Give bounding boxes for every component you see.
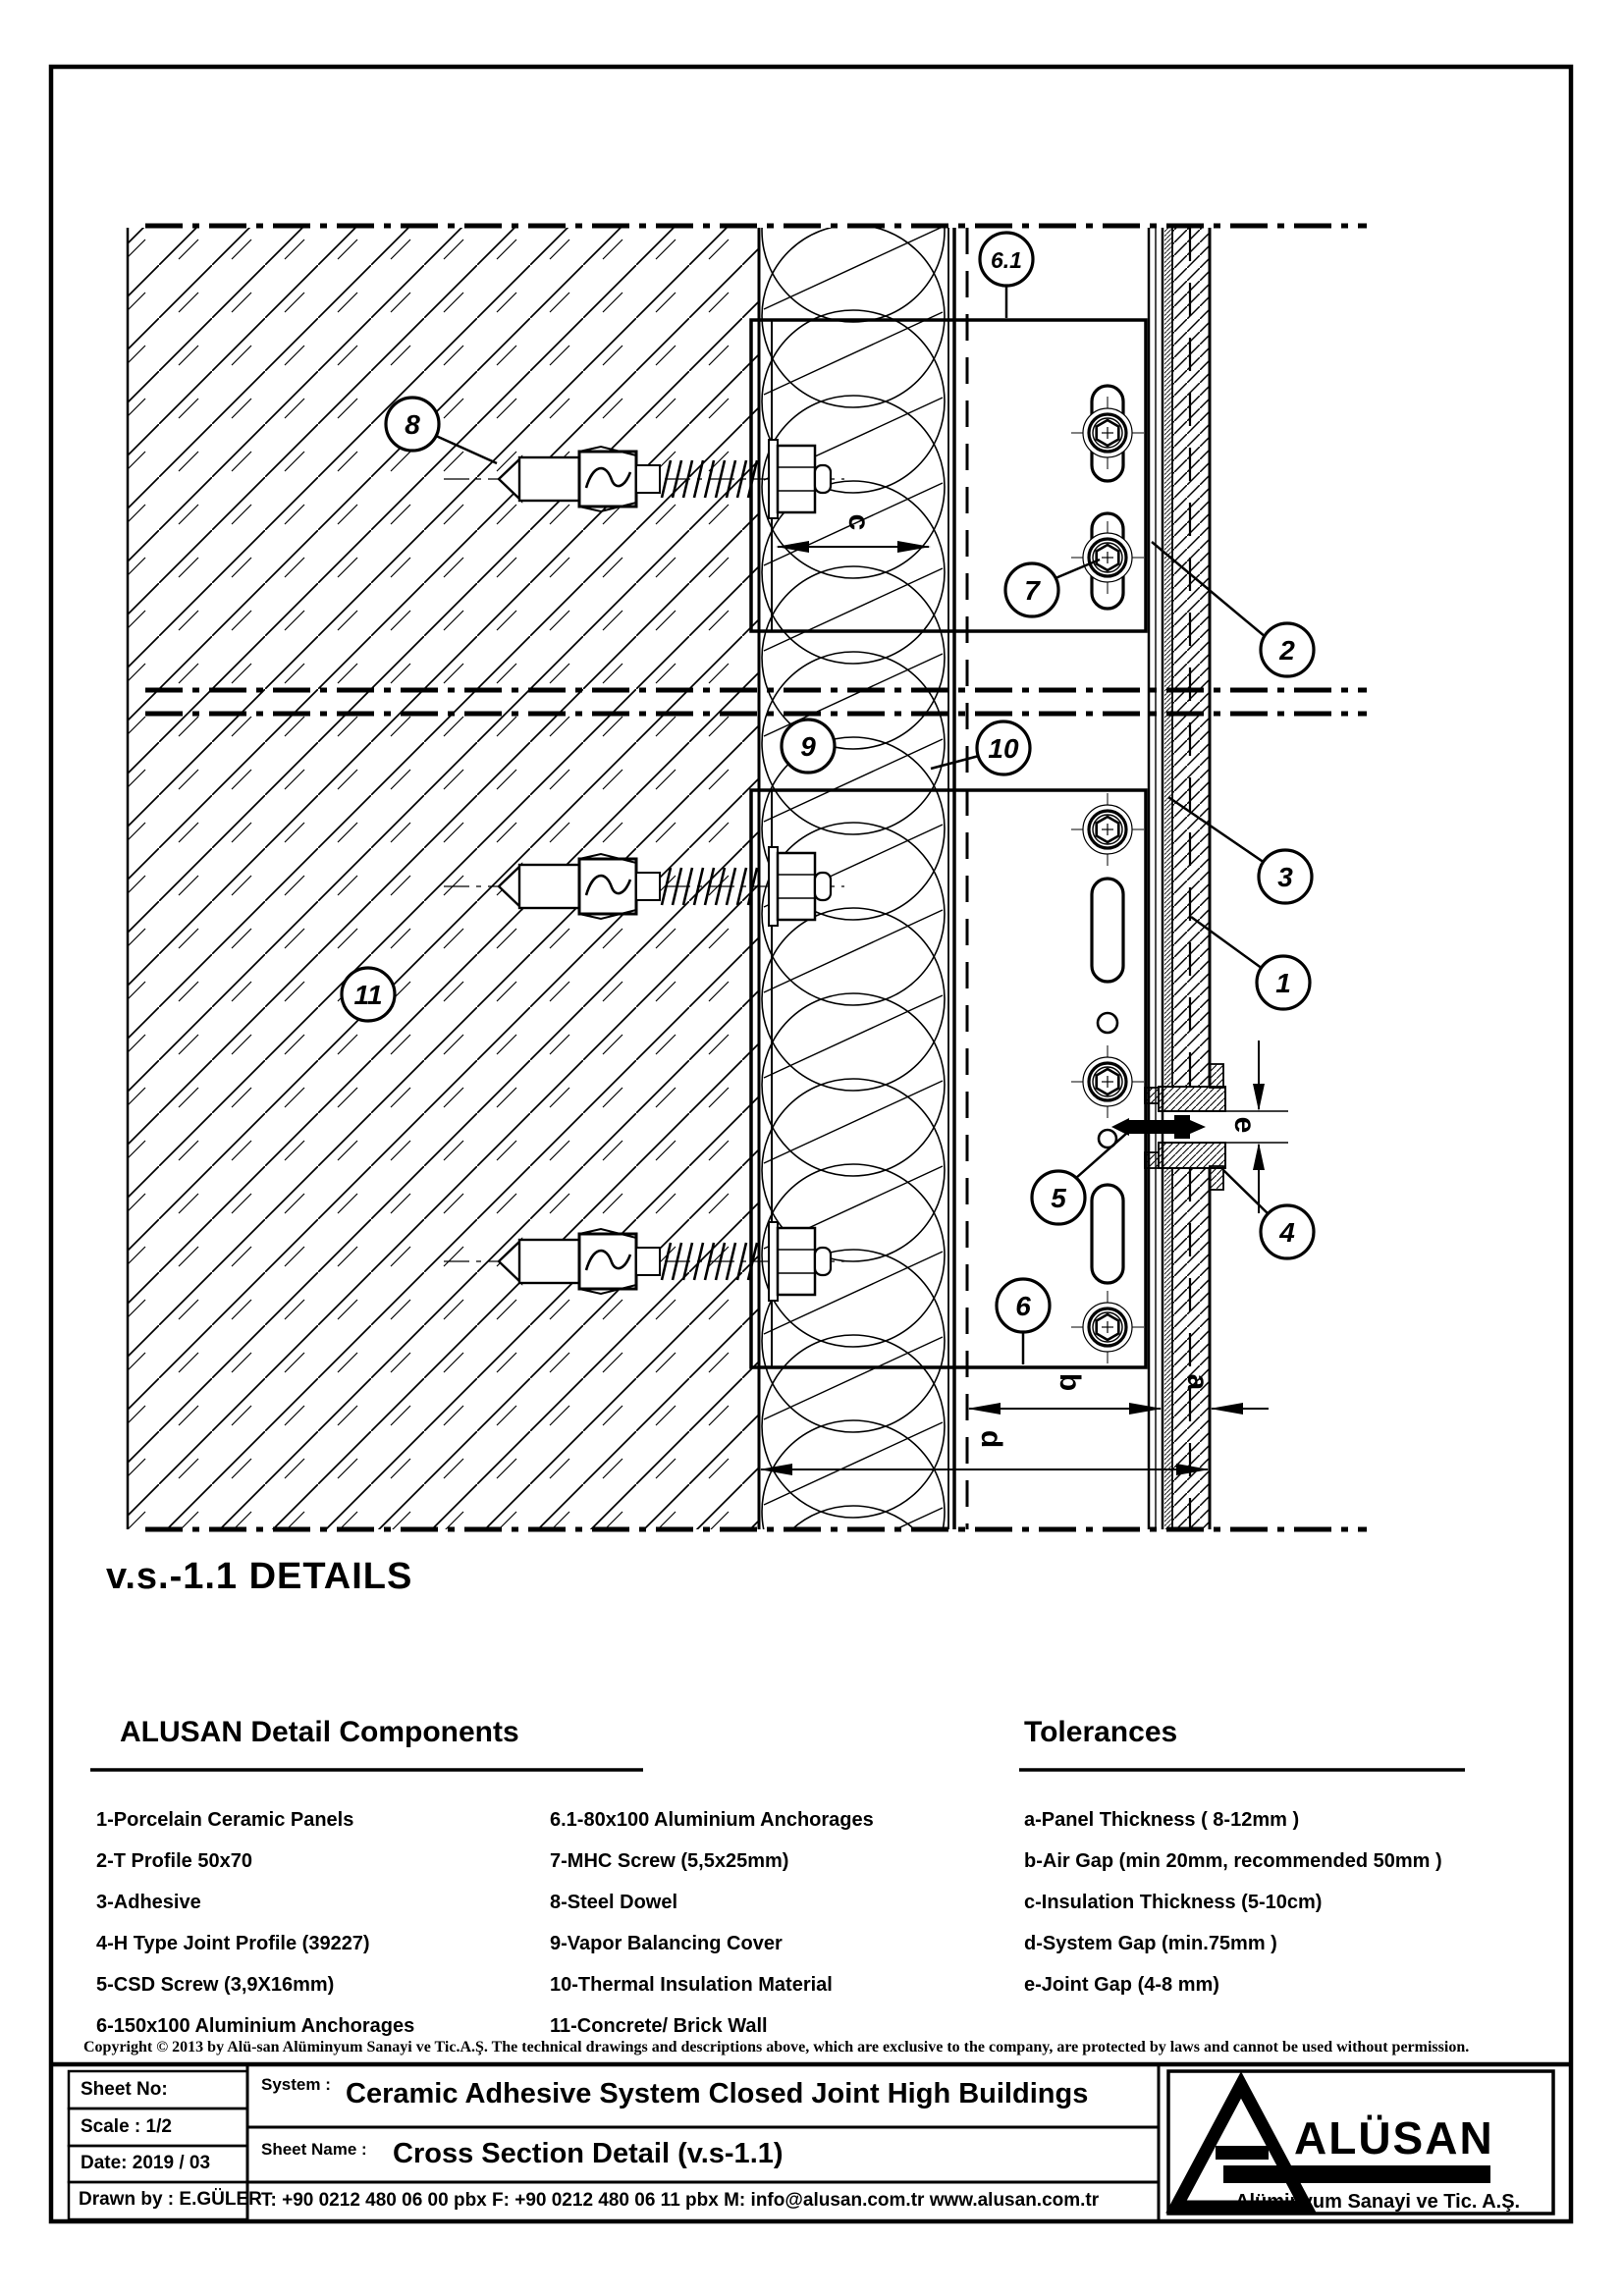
dim-a-label: a [1181,1373,1214,1391]
details-title: v.s.-1.1 DETAILS [106,1556,413,1597]
svg-text:9: 9 [800,731,816,762]
mhc-screw [1071,1045,1144,1118]
tolerance-item: e-Joint Gap (4-8 mm) [1024,1974,1219,1996]
sheet-name-value: Cross Section Detail (v.s-1.1) [393,2138,784,2169]
svg-text:5: 5 [1051,1183,1066,1213]
dimension-d [759,1430,1210,1475]
mhc-screw [1071,1291,1144,1363]
dim-e-label: e [1228,1116,1261,1134]
component-item: 9-Vapor Balancing Cover [550,1933,783,1954]
mhc-screw [1071,521,1144,594]
component-item: 6.1-80x100 Aluminium Anchorages [550,1809,874,1831]
svg-text:2: 2 [1279,635,1295,666]
svg-text:3: 3 [1277,862,1293,892]
callout-6 [997,1279,1050,1364]
svg-text:6.1: 6.1 [991,247,1022,273]
date-value: Date: 2019 / 03 [81,2153,211,2173]
concrete-brick-wall [128,228,759,1529]
system-label: System : [261,2075,331,2094]
component-item: 11-Concrete/ Brick Wall [550,2015,768,2037]
panel-lower [1164,1168,1210,1529]
dimension-b [967,1373,1163,1415]
component-item: 8-Steel Dowel [550,1892,678,1913]
component-item: 2-T Profile 50x70 [96,1850,252,1872]
callout-10 [931,721,1030,774]
mhc-screw [1071,793,1144,866]
svg-text:10: 10 [988,733,1019,764]
mhc-screw [1071,397,1144,469]
copyright-line: Copyright © 2013 by Alü-san Alüminyum Sanayi ve Tic.A.Ş. The technical drawings and descriptions above, which are exclusive to the company, are protected by laws and cannot be used without permission. [83,2039,1470,2056]
alusan-logo [1176,2085,1520,2213]
callout-4 [1223,1170,1314,1258]
t-profile-lines [1149,228,1163,1529]
svg-text:4: 4 [1279,1217,1295,1248]
logo-text: ALÜSAN [1294,2112,1494,2163]
tolerances-heading: Tolerances [1024,1716,1178,1748]
sheet-no-label: Sheet No: [81,2079,168,2100]
svg-text:6: 6 [1015,1291,1031,1321]
dimension-e [1217,1041,1288,1213]
svg-text:8: 8 [405,409,420,440]
callout-9 [782,720,835,773]
tolerance-item: d-System Gap (min.75mm ) [1024,1933,1277,1954]
sheet-name-label: Sheet Name : [261,2140,367,2159]
scale-value: Scale : 1/2 [81,2116,172,2137]
contact-line: T: +90 0212 480 06 00 pbx F: +90 0212 480 06 11 pbx M: info@alusan.com.tr www.alusan.com.tr [261,2190,1100,2211]
panel-upper [1164,228,1210,1087]
dim-c-label: c [842,513,875,531]
system-value: Ceramic Adhesive System Closed Joint High Buildings [346,2078,1089,2109]
tolerance-item: c-Insulation Thickness (5-10cm) [1024,1892,1323,1913]
component-item: 5-CSD Screw (3,9X16mm) [96,1974,335,1996]
tolerance-item: a-Panel Thickness ( 8-12mm ) [1024,1809,1300,1831]
component-item: 7-MHC Screw (5,5x25mm) [550,1850,789,1872]
svg-text:7: 7 [1024,575,1040,606]
component-item: 6-150x100 Aluminium Anchorages [96,2015,415,2037]
svg-text:1: 1 [1275,968,1291,998]
component-item: 1-Porcelain Ceramic Panels [96,1809,354,1831]
component-item: 4-H Type Joint Profile (39227) [96,1933,370,1954]
dim-d-label: d [975,1429,1007,1449]
logo-subtext: Alüminyum Sanayi ve Tic. A.Ş. [1235,2191,1521,2213]
drawn-by-value: Drawn by : E.GÜLER [79,2189,262,2210]
tolerance-item: b-Air Gap (min 20mm, recommended 50mm ) [1024,1850,1442,1872]
components-heading: ALUSAN Detail Components [120,1716,519,1748]
svg-text:11: 11 [353,980,383,1010]
component-item: 3-Adhesive [96,1892,201,1913]
component-item: 10-Thermal Insulation Material [550,1974,833,1996]
callout-11 [342,968,395,1021]
dim-b-label: b [1054,1372,1086,1392]
dimension-c [776,514,931,553]
callout-6-1 [980,233,1033,318]
